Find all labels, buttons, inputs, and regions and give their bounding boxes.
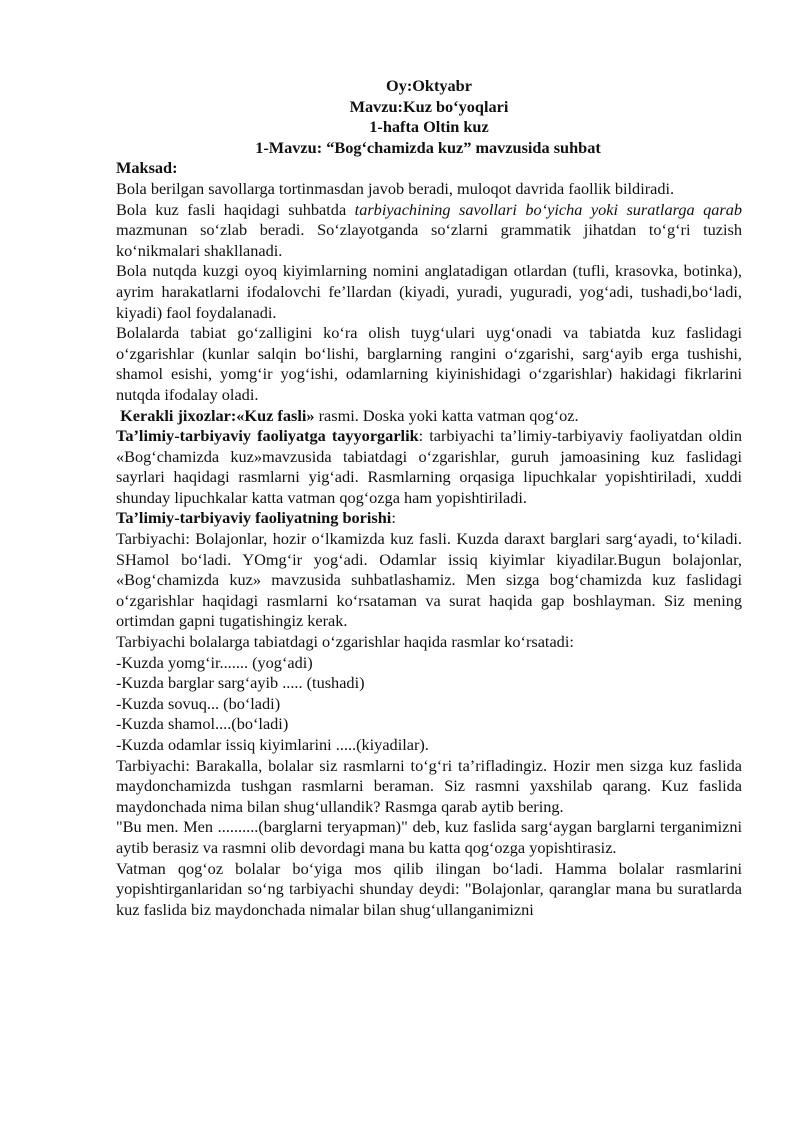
preparation-label: Ta’limiy-tarbiyaviy faoliyatga tayyorgarlik xyxy=(116,426,419,446)
equipment-paragraph xyxy=(116,406,742,427)
equipment-text: rasmi. Doska yoki katta vatman qog‘oz. xyxy=(314,405,579,425)
preparation-text: : tarbiyachi ta’limiy-tarbiyaviy faoliyatdan oldin «Bog‘chamizda kuz»mavzusida tabiatdagi o‘zgarishlar, guruh jamoasining kuz faslidagi sayrlari haqidagi rasmlarni yig‘adi. Rasmlarning orqasiga lipuchkalar yopishtiriladi, xuddi shunday lipuchkalar katta vatman qog‘ozga ham yopishtiriladi. xyxy=(116,426,742,507)
list-item: -Kuzda shamol....(bo‘ladi) xyxy=(116,714,289,734)
process-paragraph-1: Tarbiyachi: Bolajonlar, hozir o‘lkamizda kuz fasli. Kuzda daraxt barglari sarg‘ayadi, to‘kiladi. SHamol bo‘ladi. YOmg‘ir yog‘adi. Odamlar issiq kiyimlar kiyadilar.Bugun bolajonlar, «Bog‘chamizda kuz» mavzusida suhbatlashamiz. Men sizga bog‘chamizda kuz faslidagi o‘zgarishlar haqidagi rasmlarni ko‘rsataman va surat haqida gap boshlayman. Siz mening ortimdan gapni tugatishingiz kerak. xyxy=(116,529,742,631)
maksad-p2-italic: tarbiyachining savollari bo‘yicha yoki suratlarga qarab xyxy=(354,199,742,219)
process-heading xyxy=(116,508,742,529)
maksad-paragraph-2 xyxy=(116,200,742,262)
process-paragraph-5: Vatman qog‘oz bolalar bo‘yiga mos qilib ilingan bo‘ladi. Hamma bolalar rasmlarini yopishtirganlaridan so‘ng tarbiyachi shunday deydi: "Bolajonlar, qaranglar mana bu suratlarda kuz faslida biz maydonchada nimalar bilan shug‘ullanganimizni xyxy=(116,858,742,919)
maksad-paragraph-3: Bola nutqda kuzgi oyoq kiyimlarning nomini anglatadigan otlardan (tufli, krasovka, botinka), ayrim harakatlarni ifodalovchi fe’llardan (kiyadi, yuradi, yuguradi, yog‘adi, tushadi,bo‘ladi, kiyadi) faol foydalanadi. xyxy=(116,261,742,322)
maksad-paragraph-4: Bolalarda tabiat go‘zalligini ko‘ra olish tuyg‘ulari uyg‘onadi va tabiatda kuz faslidagi o‘zgarishlar (kunlar salqin bo‘lishi, barglarning rangini o‘zgarishi, sarg‘ayib erga tushishi, shamol esishi, yomg‘ir yog‘ishi, odamlarning kiyinishidagi o‘zgarishlar) hakidagi fikrlarini nutqda ifodalay oladi. xyxy=(116,323,742,404)
process-paragraph-3: Tarbiyachi: Barakalla, bolalar siz rasmlarni to‘g‘ri ta’rifladingiz. Hozir men sizga kuz faslida maydonchamizda tushgan rasmlarni beraman. Siz rasmni yaxshilab qarang. Kuz faslida maydonchada nima bilan shug‘ullandik? Rasmga qarab aytib bering. xyxy=(116,755,742,816)
header-theme: Mavzu:Kuz bo‘yoqlari xyxy=(349,96,509,116)
equipment-label: Kerakli jixozlar xyxy=(120,405,231,425)
list-item: -Kuzda barglar sarg‘ayib ..... (tushadi) xyxy=(116,673,365,693)
list-item: -Kuzda odamlar issiq kiyimlarini .....(kiyadilar). xyxy=(116,735,429,754)
maksad-p2-start: Bola kuz fasli haqidagi suhbatda xyxy=(116,199,355,219)
lesson-title: 1-Mavzu: “Bog‘chamizda kuz” mavzusida suhbat xyxy=(255,137,601,157)
process-label: Ta’limiy-tarbiyaviy faoliyatning borishi xyxy=(116,508,392,528)
equipment-bold: :«Kuz fasli» xyxy=(230,405,315,425)
header-month: Oy:Oktyabr xyxy=(386,76,472,95)
process-paragraph-2: Tarbiyachi bolalarga tabiatdagi o‘zgarishlar haqida rasmlar ko‘rsatadi: xyxy=(116,632,574,652)
maksad-heading: Maksad: xyxy=(116,158,178,178)
maksad-p2-end: mazmunan so‘zlab beradi. So‘zlayotganda so‘zlarni grammatik jihatdan to‘g‘ri tuzish ko‘nikmalari shakllanadi. xyxy=(116,220,742,260)
preparation-paragraph xyxy=(116,426,742,508)
list-item: -Kuzda sovuq... (bo‘ladi) xyxy=(116,693,281,713)
process-paragraph-4: "Bu men. Men ..........(barglarni teryapman)" deb, kuz faslida sarg‘aygan barglarni terganimizni aytib berasiz va rasmni olib devordagi mana bu katta qog‘ozga yopishtirasiz. xyxy=(116,817,742,857)
list-item: -Kuzda yomg‘ir....... (yog‘adi) xyxy=(116,652,313,672)
header-week: 1-hafta Oltin kuz xyxy=(369,117,489,137)
maksad-paragraph-1: Bola berilgan savollarga tortinmasdan javob beradi, muloqot davrida faollik bildiradi. xyxy=(116,178,675,198)
process-colon: : xyxy=(391,508,396,528)
